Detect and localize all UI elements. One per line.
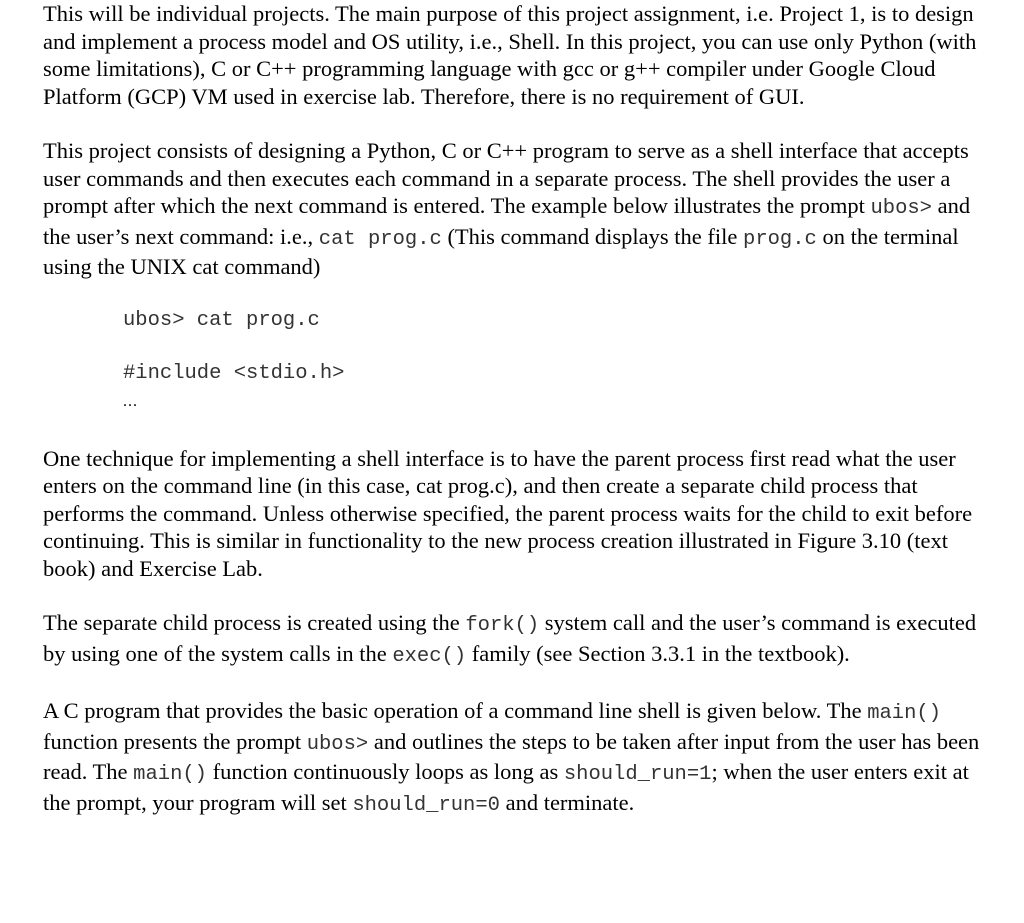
document-body (43, 0, 993, 819)
text: and the user’s next command: i.e., (43, 193, 971, 249)
code-example (123, 307, 993, 418)
text: The separate child process is created using the (43, 610, 466, 635)
text: function presents the prompt (43, 728, 307, 754)
text: and outlines the steps to be taken after input from the user has been read. The (43, 728, 980, 784)
text: system call and the user’s command is executed by using one of the system calls in the (43, 610, 977, 666)
inline-code: fork() (465, 614, 540, 637)
code-line: ubos> cat prog.c (123, 308, 320, 332)
paragraph-intro: This will be individual projects. The main purpose of this project assignment, i.e. Project 1, is to design and implement a process model and OS utility, i.e., Shell. In this project, you can use only Python (with some limitations), C or C++ programming language with gcc or g++ compiler under Google Cloud Platform (GCP) VM used in exercise lab. Therefore, there is no requirement of GUI. (43, 1, 977, 109)
code-ellipsis: ... (123, 392, 138, 410)
inline-code: ubos> (306, 732, 369, 756)
inline-code: main() (133, 763, 207, 786)
text: on the terminal using the UNIX cat command) (43, 223, 959, 279)
inline-code: should_run=1 (563, 763, 712, 786)
paragraph-c-program (43, 697, 993, 819)
paragraph-fork-exec (43, 609, 993, 670)
paragraph-technique: One technique for implementing a shell interface is to have the parent process first read what the user enters on the command line (in this case, cat prog.c), and then create a separate child process that performs the command. Unless otherwise specified, the parent process waits for the child to exit before continuing. This is similar in functionality to the new process creation illustrated in Figure 3.10 (text book) and Exercise Lab. (43, 445, 973, 581)
text: function continuously loops as long as (206, 759, 564, 784)
inline-code: should_run=0 (352, 793, 500, 817)
inline-code: prog.c (743, 227, 817, 251)
text: ; when the user enters exit at the prompt, your program will set (43, 759, 969, 815)
text: family (see Section 3.3.1 in the textbook). (466, 640, 850, 666)
paragraph-shell-description (43, 137, 993, 281)
inline-code: main() (867, 702, 941, 725)
text: (This command displays the file (441, 223, 744, 249)
text: A C program that provides the basic operation of a command line shell is given below. The (43, 698, 868, 723)
text: This project consists of designing a Python, C or C++ program to serve as a shell interface that accepts user commands and then executes each command in a separate process. The shell provides the user a prompt after which the next command is entered. The example below illustrates the prompt (43, 138, 969, 218)
code-line: #include <stdio.h> (123, 361, 345, 385)
inline-code: ubos> (870, 197, 932, 220)
text: and terminate. (499, 789, 635, 815)
inline-code: cat prog.c (318, 227, 442, 251)
inline-code: exec() (392, 644, 467, 668)
